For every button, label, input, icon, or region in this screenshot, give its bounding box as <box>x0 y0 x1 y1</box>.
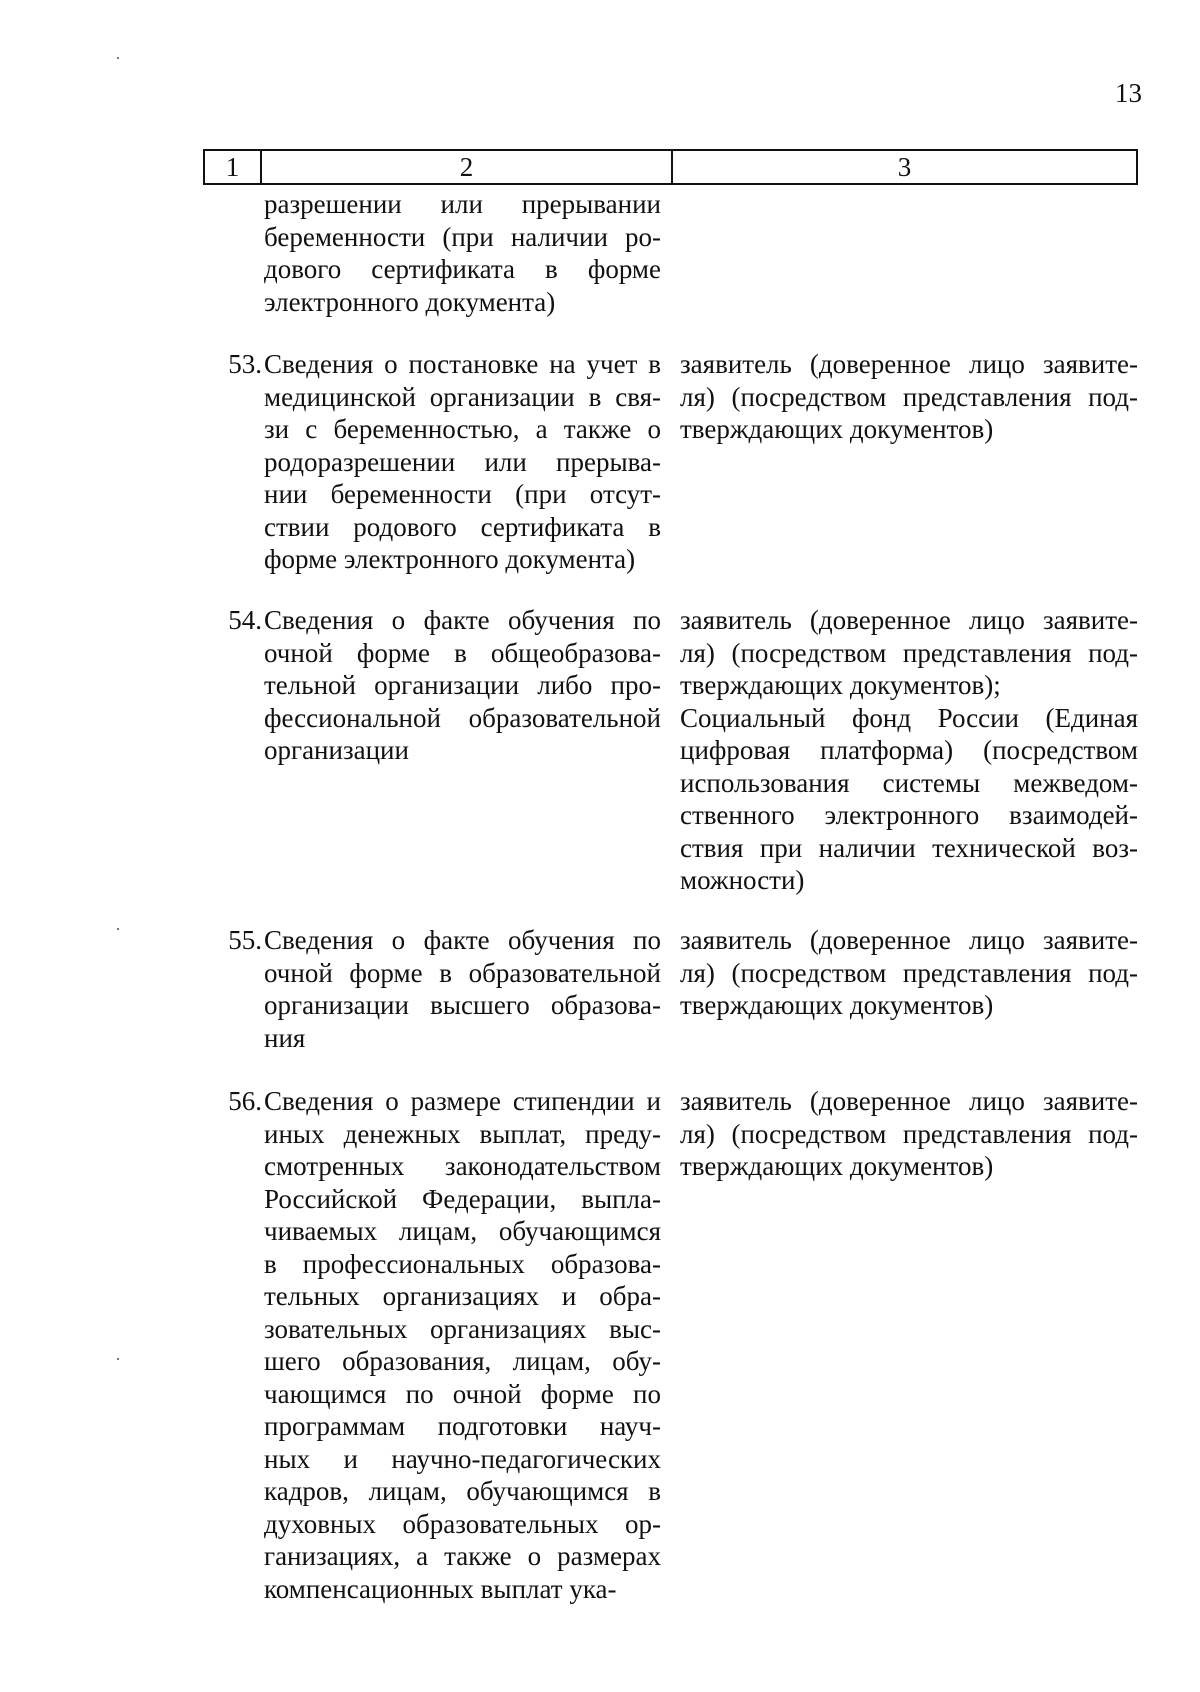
source-line: ля) (посредством представления под- <box>680 1118 1138 1149</box>
description-line: духовных образовательных ор- <box>264 1508 661 1539</box>
row-number: 53. <box>228 349 262 379</box>
row-number: 55. <box>228 925 262 955</box>
source-line: тверждающих документов); <box>680 670 1001 700</box>
source-line: заявитель (доверенное лицо заявите- <box>680 605 1138 635</box>
source-line: можности) <box>680 865 805 895</box>
page-number: 13 <box>1115 78 1142 108</box>
description-line: тельной организации либо про- <box>264 670 661 700</box>
description-line: смотренных законодательством <box>264 1151 661 1181</box>
description-line: очной форме в образовательной <box>264 957 661 988</box>
description-line: Сведения о размере стипендии и <box>264 1086 661 1116</box>
row-description <box>264 924 661 1054</box>
source-line: Социальный фонд России (Единая <box>680 702 1138 733</box>
row-description <box>264 1085 661 1605</box>
description-line: форме электронного документа) <box>264 544 636 574</box>
source-line: ственного электронного взаимодей- <box>680 800 1138 830</box>
description-line: зовательных организациях выс- <box>264 1313 661 1344</box>
table-header-col-2: 2 <box>262 151 673 183</box>
description-line: очной форме в общеобразова- <box>264 637 661 668</box>
scan-speck <box>117 928 119 930</box>
row-source <box>680 1085 1138 1183</box>
scan-speck <box>117 57 119 59</box>
description-line: фессиональной образовательной <box>264 702 661 733</box>
row-source <box>680 604 1138 897</box>
description-line: Сведения о факте обучения по <box>264 925 661 955</box>
description-line: дового сертификата в форме <box>264 254 661 284</box>
table-header-col-1: 1 <box>205 151 262 183</box>
description-line: ствии родового сертификата в <box>264 511 661 542</box>
description-line: Российской Федерации, выпла- <box>264 1183 661 1214</box>
scan-speck <box>117 1358 119 1360</box>
description-line: тельных организациях и обра- <box>264 1281 661 1311</box>
description-line: нии беременности (при отсут- <box>264 479 661 509</box>
source-line: цифровая платформа) (посредством <box>680 735 1138 765</box>
source-line: заявитель (доверенное лицо заявите- <box>680 925 1138 955</box>
description-line: чиваемых лицам, обучающимся <box>264 1216 661 1246</box>
description-line: ния <box>264 1022 306 1053</box>
source-line: ля) (посредством представления под- <box>680 637 1138 668</box>
source-line: тверждающих документов) <box>680 1151 994 1181</box>
description-line: Сведения о факте обучения по <box>264 605 661 635</box>
description-line: зи с беременностью, а также о <box>264 414 661 444</box>
row-source <box>680 924 1138 1022</box>
description-line: беременности (при наличии ро- <box>264 221 661 252</box>
row-source <box>680 348 1138 446</box>
description-line: компенсационных выплат ука- <box>264 1573 617 1604</box>
description-line: в профессиональных образова- <box>264 1248 661 1279</box>
description-line: чающимся по очной форме по <box>264 1378 661 1409</box>
description-line: ганизациях, а также о размерах <box>264 1541 661 1571</box>
source-line: ля) (посредством представления под- <box>680 957 1138 988</box>
description-line: электронного документа) <box>264 286 556 317</box>
source-line: заявитель (доверенное лицо заявите- <box>680 349 1138 379</box>
description-line: медицинской организации в свя- <box>264 381 661 412</box>
table-header <box>203 149 1138 185</box>
description-line: иных денежных выплат, преду- <box>264 1118 661 1149</box>
description-line: Сведения о постановке на учет в <box>264 349 661 379</box>
source-line: заявитель (доверенное лицо заявите- <box>680 1086 1138 1116</box>
row-number: 56. <box>228 1086 262 1116</box>
source-line: тверждающих документов) <box>680 414 994 444</box>
description-line: ных и научно-педагогических <box>264 1443 661 1474</box>
source-line: использования системы межведом- <box>680 767 1138 798</box>
description-line: разрешении или прерывании <box>264 189 661 219</box>
description-line: программам подготовки науч- <box>264 1411 661 1441</box>
description-line: родоразрешении или прерыва- <box>264 446 661 477</box>
description-line: кадров, лицам, обучающимся в <box>264 1476 661 1506</box>
description-line: организации <box>264 735 409 765</box>
source-line: ля) (посредством представления под- <box>680 381 1138 412</box>
row-description <box>264 188 661 318</box>
source-line: тверждающих документов) <box>680 990 994 1020</box>
row-number: 54. <box>228 605 262 635</box>
description-line: шего образования, лицам, обу- <box>264 1346 661 1376</box>
row-description <box>264 604 661 767</box>
description-line: организации высшего образова- <box>264 990 661 1020</box>
source-line: ствия при наличии технической воз- <box>680 832 1138 863</box>
table-header-col-3: 3 <box>897 152 912 182</box>
row-description <box>264 348 661 576</box>
